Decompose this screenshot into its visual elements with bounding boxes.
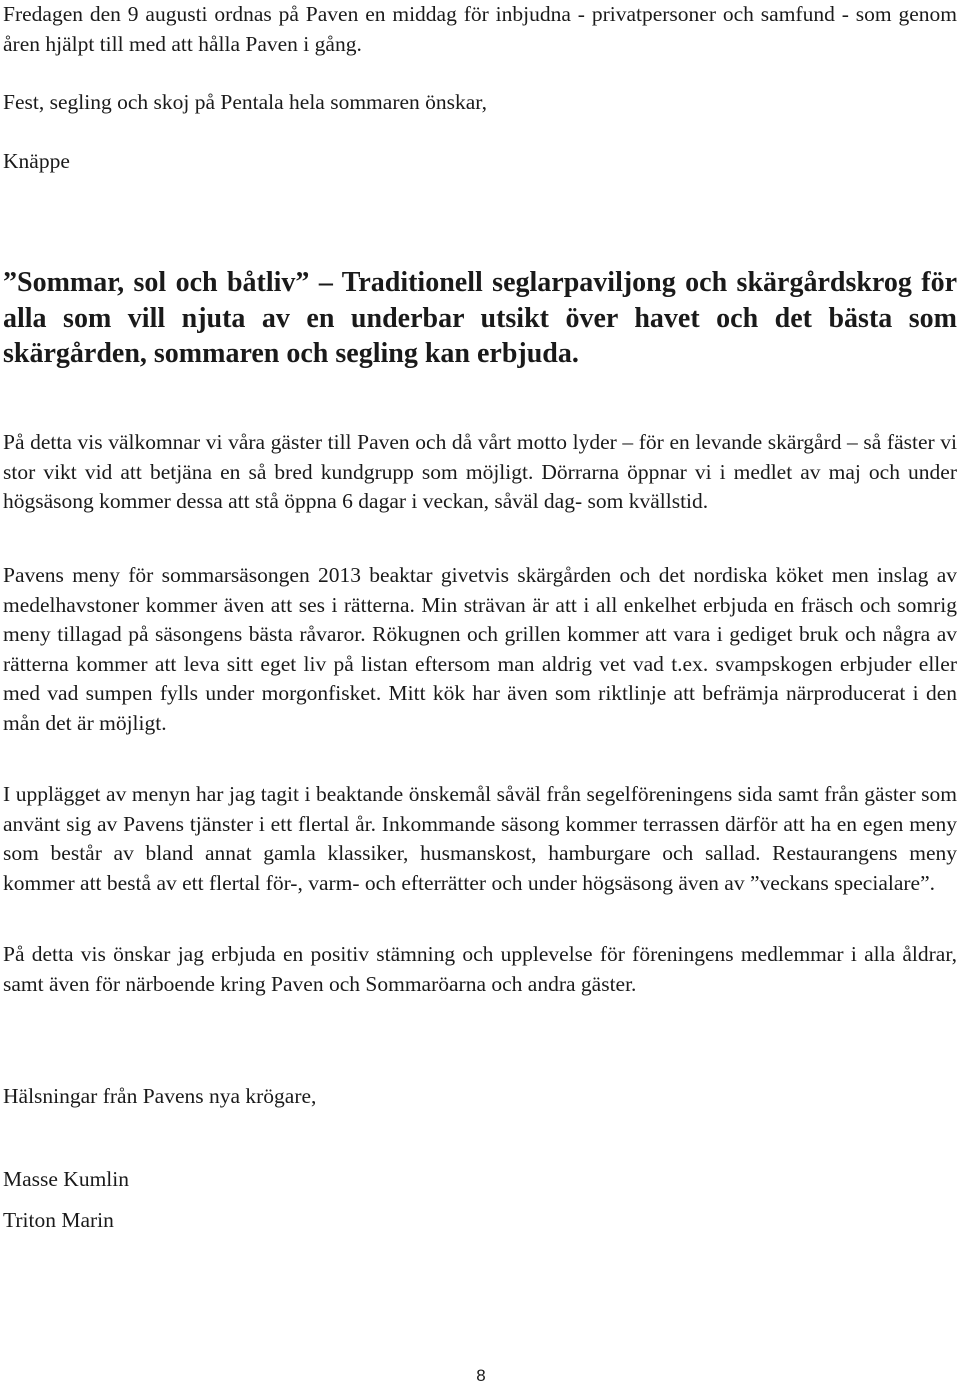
body-paragraph-3: I upplägget av menyn har jag tagit i beaktande önskemål såväl från segelföreningens sida samt från gäster som använt sig av Pavens tjänster i ett flertal år. Inkommande säsong kommer terrassen därför att ha en egen meny som består av bland annat gamla klassiker, husmanskost, hamburgare och sallad. Restaurangens meny kommer att bestå av ett flertal för-, varm- och efterrätter och under högsäsong även av ”veckans specialare”.: [3, 782, 957, 895]
headline: ”Sommar, sol och båtliv” – Traditionell seglarpaviljong och skärgårdskrog för alla som vill njuta av en underbar utsikt över havet och det bästa som skärgården, sommaren och segling kan erbjuda.: [3, 267, 957, 369]
body-paragraph-2: Pavens meny för sommarsäsongen 2013 beaktar givetvis skärgården och det nordiska köket men inslag av medelhavstoner kommer även att ses i rätterna. Min strävan är att i all enkelhet erbjuda en fräsch och somrig meny tillagad på säsongens bästa råvaror. Rökugnen och grillen kommer att vara i gediget bruk och några av rätterna kommer att leva sitt eget liv på listan eftersom man aldrig vet vad t.ex. svampskogen erbjuder eller med vad sumpen fylls under morgonfisket. Mitt kök har även som riktlinje att befrämja närproducerat i den mån det är möjligt.: [3, 563, 957, 735]
body-paragraph-4: På detta vis önskar jag erbjuda en positiv stämning och upplevelse för föreningens medlemmar i alla åldrar, samt även för närboende kring Paven och Sommaröarna och andra gäster.: [3, 942, 957, 996]
closing-greeting: Hälsningar från Pavens nya krögare,: [3, 1084, 317, 1108]
signature-name: Masse Kumlin: [3, 1167, 130, 1191]
wish-line: Fest, segling och skoj på Pentala hela sommaren önskar,: [3, 90, 487, 114]
page-number: 8: [476, 1366, 486, 1385]
body-paragraph-1: På detta vis välkomnar vi våra gäster till Paven och då vårt motto lyder – för en levande skärgård – så fäster vi stor vikt vid att betjäna en så bred kundgrupp som möjligt. Dörrarna öppnar vi i medlet av maj och under högsäsong kommer dessa att stå öppna 6 dagar i veckan, såväl dag- som kvällstid.: [3, 430, 957, 513]
sender-name: Knäppe: [3, 149, 70, 173]
signature-company: Triton Marin: [3, 1208, 114, 1232]
intro-paragraph: Fredagen den 9 augusti ordnas på Paven en middag för inbjudna - privatpersoner och samfund - som genom åren hjälpt till med att hålla Paven i gång.: [3, 2, 957, 56]
